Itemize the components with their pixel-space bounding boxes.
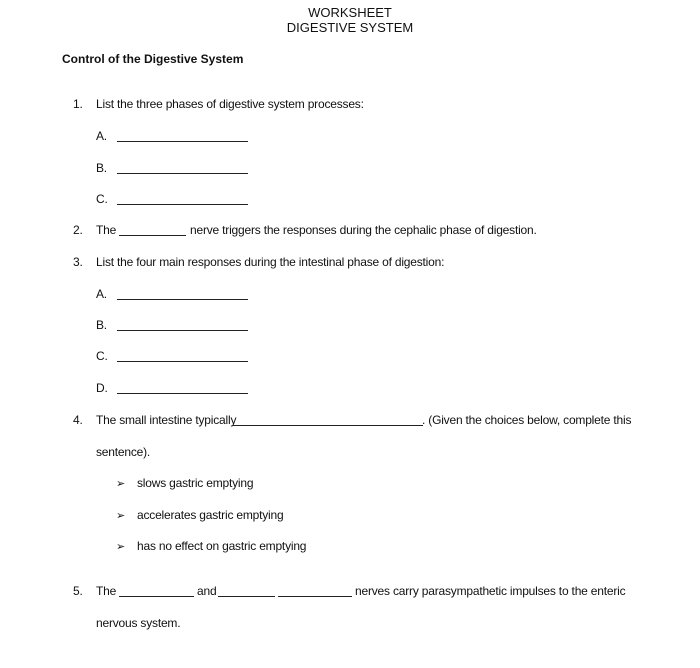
question-5-blank-1[interactable]	[119, 585, 194, 597]
q3-item-b-label: B.	[96, 318, 107, 332]
question-5-middle: and	[197, 584, 217, 598]
choice-3[interactable]: has no effect on gastric emptying	[137, 539, 307, 553]
arrow-bullet-icon: ➢	[116, 510, 126, 522]
q1-item-a-blank[interactable]	[117, 130, 248, 142]
question-4-blank[interactable]	[233, 414, 423, 426]
q1-item-a-label: A.	[96, 129, 107, 143]
question-5-blank-3[interactable]	[278, 585, 352, 597]
question-4-number: 4.	[73, 413, 83, 427]
section-title: Control of the Digestive System	[62, 52, 244, 66]
question-2-suffix: nerve triggers the responses during the cephalic phase of digestion.	[190, 223, 537, 237]
question-4-suffix: . (Given the choices below, complete this	[422, 413, 632, 427]
choice-2[interactable]: accelerates gastric emptying	[137, 508, 284, 522]
q1-item-c-blank[interactable]	[117, 193, 248, 205]
worksheet-title: WORKSHEET	[308, 5, 392, 20]
arrow-bullet-icon: ➢	[116, 541, 126, 553]
q1-item-b-label: B.	[96, 161, 107, 175]
arrow-bullet-icon: ➢	[116, 478, 126, 490]
question-2-prefix: The	[96, 223, 117, 237]
q3-item-c-blank[interactable]	[117, 350, 248, 362]
q1-item-c-label: C.	[96, 192, 108, 206]
question-5-continuation: nervous system.	[96, 616, 181, 630]
question-5-suffix: nerves carry parasympathetic impulses to the enteric	[355, 584, 626, 598]
question-5-number: 5.	[73, 584, 83, 598]
question-1-text: List the three phases of digestive system processes:	[96, 97, 364, 111]
question-4-continuation: sentence).	[96, 445, 151, 459]
choice-1[interactable]: slows gastric emptying	[137, 476, 254, 490]
question-2-blank[interactable]	[119, 224, 186, 236]
question-2-number: 2.	[73, 223, 83, 237]
question-5-blank-2[interactable]	[218, 585, 275, 597]
q3-item-c-label: C.	[96, 349, 108, 363]
q3-item-a-label: A.	[96, 287, 107, 301]
q3-item-d-label: D.	[96, 381, 108, 395]
question-3-number: 3.	[73, 255, 83, 269]
q3-item-b-blank[interactable]	[117, 319, 248, 331]
question-4-prefix: The small intestine typically	[96, 413, 237, 427]
question-1-number: 1.	[73, 97, 83, 111]
q1-item-b-blank[interactable]	[117, 162, 248, 174]
question-5-prefix: The	[96, 584, 117, 598]
q3-item-d-blank[interactable]	[117, 382, 248, 394]
q3-item-a-blank[interactable]	[117, 288, 248, 300]
worksheet-subtitle: DIGESTIVE SYSTEM	[286, 20, 414, 35]
question-3-text: List the four main responses during the intestinal phase of digestion:	[96, 255, 445, 269]
